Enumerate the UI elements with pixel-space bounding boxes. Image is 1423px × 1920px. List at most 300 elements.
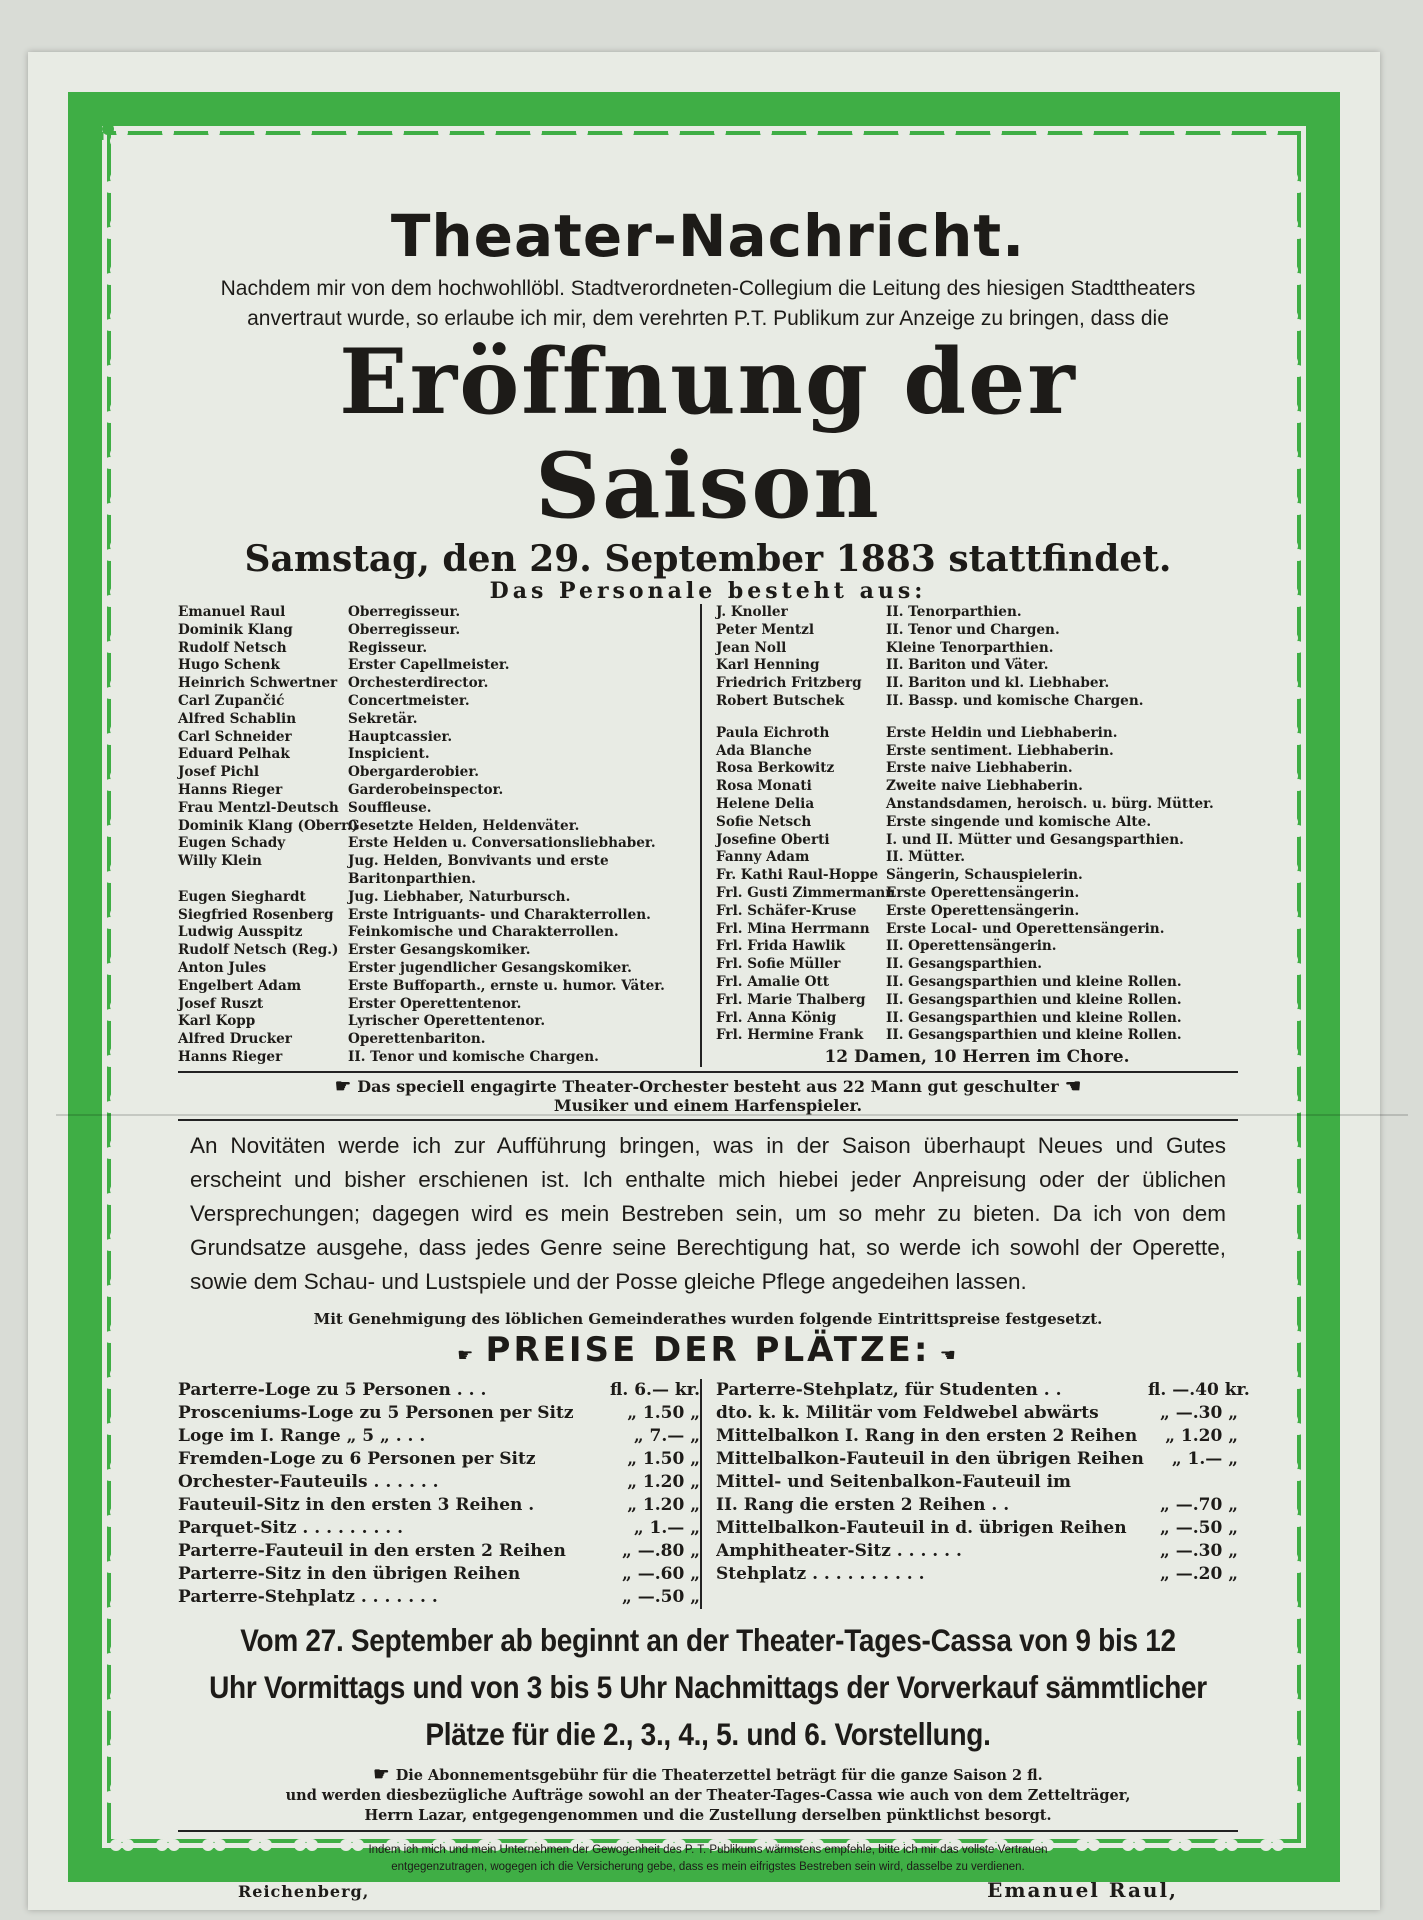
cast-row — [716, 956, 1238, 974]
cast-row — [716, 849, 1238, 867]
clover-ornament-icon — [1260, 126, 1284, 147]
cast-role: Erste Heldin und Liebhaberin. — [886, 724, 1118, 741]
cast-row — [178, 907, 700, 925]
cast-row — [716, 675, 1238, 693]
cast-row — [716, 1027, 1238, 1045]
cast-role: II. Mütter. — [886, 849, 965, 866]
cast-role: II. Tenor und Chargen. — [886, 621, 1060, 638]
clover-ornament-icon — [386, 126, 410, 147]
cast-men-list — [716, 604, 1238, 711]
clover-ornament-icon — [104, 494, 128, 515]
cast-role: Jug. Liebhaber, Naturbursch. — [348, 888, 571, 905]
cast-row — [178, 942, 700, 960]
cast-role: Garderobeinspector. — [348, 781, 504, 798]
clover-ornament-icon — [110, 1830, 134, 1851]
cast-role: Erster Capellmeister. — [348, 657, 510, 674]
cast-row — [178, 604, 700, 622]
cast-list — [178, 604, 1238, 1067]
clover-ornament-icon — [1280, 1736, 1304, 1757]
pointing-hand-icon: ☛ — [457, 1345, 486, 1367]
price-row — [716, 1563, 1238, 1586]
clover-ornament-icon — [1280, 1644, 1304, 1665]
clover-ornament-icon — [1260, 1830, 1284, 1851]
clover-ornament-icon — [524, 126, 548, 147]
cast-role: Gesetzte Helden, Heldenväter. — [348, 817, 580, 834]
cast-row — [178, 924, 700, 942]
price-row — [178, 1448, 700, 1471]
signature: Emanuel Raul, — [987, 1878, 1178, 1903]
cast-name: Frl. Frida Hawlik — [716, 938, 846, 955]
cast-name: Carl Zupančić — [178, 692, 285, 709]
cast-name: Fr. Kathi Raul-Hoppe — [716, 867, 879, 884]
cast-row — [178, 746, 700, 764]
clover-ornament-icon — [202, 126, 226, 147]
cast-name: Josefine Oberti — [716, 831, 830, 848]
clover-ornament-icon — [1280, 1460, 1304, 1481]
price-row — [716, 1379, 1250, 1402]
price-label: Mittelbalkon I. Rang in den ersten 2 Reihen — [716, 1426, 1138, 1447]
price-label: Parquet-Sitz . . . . . . . . . — [178, 1518, 404, 1539]
closing-text: Indem ich mich und mein Unternehmen der Gewogenheit des P. T. Publikums wärmstens empfehle, bitte ich mir das vollste Vertrauen entgegenzutragen, wogegen ich die Versicherung gebe, dass es mein eifrigstes Bestreben sein wird, dasselbe zu verdienen. — [368, 1844, 1048, 1874]
cast-row — [716, 640, 1238, 658]
personale-title: Das Personale besteht aus: — [489, 578, 927, 604]
clover-ornament-icon — [478, 126, 502, 147]
price-row — [178, 1563, 700, 1586]
cast-row — [178, 835, 700, 853]
cast-row — [178, 978, 700, 996]
poster-paper — [28, 52, 1380, 1910]
clover-ornament-icon — [1280, 1690, 1304, 1711]
cast-row — [716, 1010, 1238, 1028]
clover-ornament-icon — [1280, 356, 1304, 377]
clover-ornament-icon — [1280, 264, 1304, 285]
vorverkauf-text: Vom 27. September ab beginnt an der Theater-Tages-Cassa von 9 bis 12 Uhr Vormittags und von 3 bis 5 Uhr Nachmittags der Vorverkauf sämmtlicher Plätze für die 2., 3., 4., 5. und 6. Vorstellung. — [209, 1623, 1207, 1752]
cast-row — [716, 885, 1238, 903]
cast-name: Rudolf Netsch — [178, 639, 287, 656]
price-label: Parterre-Fauteuil in den ersten 2 Reihen — [178, 1541, 566, 1562]
cast-name: Josef Ruszt — [178, 995, 264, 1012]
price-row — [716, 1425, 1238, 1448]
cast-role: II. Gesangsparthien. — [886, 956, 1043, 973]
cast-row — [178, 871, 700, 889]
cast-row — [178, 657, 700, 675]
clover-ornament-icon — [104, 908, 128, 929]
cast-name: Engelbert Adam — [178, 977, 302, 994]
price-label: dto. k. k. Militär vom Feldwebel abwärts — [716, 1403, 1099, 1424]
price-row — [178, 1402, 700, 1425]
cast-women-list — [716, 725, 1238, 1045]
cast-role: Lyrischer Operettentenor. — [348, 1013, 546, 1030]
price-value: „ —.50 „ — [1160, 1518, 1238, 1539]
price-row — [178, 1540, 700, 1563]
cast-name: Helene Delia — [716, 795, 815, 812]
clover-ornament-icon — [104, 1230, 128, 1251]
cast-name: Heinrich Schwertner — [178, 675, 338, 692]
cast-name: Dominik Klang (Oberr.) — [178, 817, 359, 834]
orchestra-note: ☛ Das speciell engagirte Theater-Orchester besteht aus 22 Mann gut geschulter ☚ Musiker und einem Harfenspieler. — [334, 1076, 1082, 1116]
cast-row — [716, 693, 1238, 711]
cast-name: Alfred Schablin — [178, 710, 297, 727]
clover-ornament-icon — [754, 126, 778, 147]
clover-ornament-icon — [1280, 724, 1304, 745]
divider — [178, 1119, 1238, 1121]
clover-ornament-icon — [104, 1736, 128, 1757]
clover-ornament-icon — [1280, 494, 1304, 515]
cast-role: Anstandsdamen, heroisch. u. bürg. Mütter. — [886, 795, 1214, 812]
cast-row — [716, 725, 1238, 743]
cast-name — [178, 871, 348, 889]
cast-row — [178, 853, 700, 871]
price-value: „ 1.50 „ — [627, 1449, 700, 1470]
cast-name: Ada Blanche — [716, 742, 812, 759]
cast-name: Dominik Klang — [178, 621, 293, 638]
clover-ornament-icon — [1280, 586, 1304, 607]
clover-ornament-icon — [104, 586, 128, 607]
clover-ornament-icon — [104, 1368, 128, 1389]
price-label: Loge im I. Range „ 5 „ . . . — [178, 1426, 426, 1447]
cast-name: Willy Klein — [178, 853, 262, 870]
clover-ornament-icon — [104, 310, 128, 331]
cast-name: Karl Kopp — [178, 1013, 256, 1030]
clover-ornament-icon — [1280, 1184, 1304, 1205]
clover-ornament-icon — [104, 1414, 128, 1435]
price-row — [716, 1471, 1238, 1494]
clover-ornament-icon — [104, 218, 128, 239]
abonnement-note: ☛ Die Abonnementsgebühr für die Theaterzettel beträgt für die ganze Saison 2 fl. und werden diesbezügliche Aufträge sowohl an der Theater-Tages-Cassa wie auch von dem Zettelträger, Herrn Lazar, entgegengenommen und die Zustellung derselben pünktlichst besorgt. — [285, 1764, 1131, 1825]
cast-role: Erste Buffoparth., ernste u. humor. Väter. — [348, 977, 665, 994]
cast-role: II. Gesangsparthien und kleine Rollen. — [886, 991, 1182, 1008]
price-value — [1148, 1471, 1238, 1494]
cast-row — [716, 832, 1238, 850]
clover-ornament-icon — [1280, 1000, 1304, 1021]
cast-left-column — [178, 604, 700, 1067]
pointing-hand-icon: ☚ — [930, 1345, 959, 1367]
price-label: Parterre-Sitz in den übrigen Reihen — [178, 1564, 521, 1585]
clover-ornament-icon — [104, 954, 128, 975]
cast-row — [716, 992, 1238, 1010]
price-label: Mittelbalkon-Fauteuil in d. übrigen Reihen — [716, 1518, 1127, 1539]
cast-role: Erste sentiment. Liebhaberin. — [886, 742, 1114, 759]
clover-ornament-icon — [1280, 1782, 1304, 1803]
preise-title: ☛ PREISE DER PLÄTZE: ☚ — [457, 1330, 959, 1371]
clover-ornament-icon — [1280, 1414, 1304, 1435]
cast-row — [178, 622, 700, 640]
cast-name: Frl. Mina Herrmann — [716, 920, 870, 937]
cast-name: Josef Pichl — [178, 764, 260, 781]
clover-ornament-icon — [104, 264, 128, 285]
signature-line — [178, 1878, 1238, 1902]
cast-name: Friedrich Fritzberg — [716, 675, 862, 692]
cast-role: II. Gesangsparthien und kleine Rollen. — [886, 973, 1182, 990]
prices-right-column — [700, 1379, 1250, 1609]
cast-role: II. Bassp. und komische Chargen. — [886, 692, 1144, 709]
clover-ornament-icon — [248, 126, 272, 147]
cast-role: Oberregisseur. — [348, 604, 461, 620]
cast-name: Peter Mentzl — [716, 621, 815, 638]
cast-row — [178, 800, 700, 818]
cast-row — [716, 974, 1238, 992]
price-row — [178, 1471, 700, 1494]
cast-row — [178, 889, 700, 907]
cast-row — [716, 604, 1238, 622]
cast-role: Erste Operettensängerin. — [886, 902, 1080, 919]
clover-ornament-icon — [1280, 678, 1304, 699]
cast-role: Souffleuse. — [348, 799, 432, 816]
cast-role: Inspicient. — [348, 746, 430, 763]
price-row — [178, 1586, 700, 1609]
cast-name: Fanny Adam — [716, 849, 810, 866]
cast-name: Eugen Sieghardt — [178, 888, 306, 905]
cast-name: Paula Eichroth — [716, 724, 830, 741]
pointing-hand-icon: ☛ — [334, 1076, 358, 1098]
prices-left-column — [178, 1379, 700, 1609]
novitaeten-paragraph: An Novitäten werde ich zur Aufführung bringen, was in der Saison überhaupt Neues und Gutes erscheint und bisher erschienen ist. Ich enthalte mich hiebei jeder Anpreisung oder der üblichen Versprechungen; dagegen wird es mein Bestreben sein, um so mehr zu bieten. Da ich von dem Grundsatze ausgehe, dass jedes Genre seine Berechtigung hat, so werde ich sowohl der Operette, sowie dem Schau- und Lustspiele und der Posse gleiche Pflege angedeihen lassen. — [190, 1133, 1226, 1295]
price-label: II. Rang die ersten 2 Reihen . . — [716, 1495, 1010, 1516]
clover-ornament-icon — [1280, 540, 1304, 561]
poster-title: Theater-Nachricht. — [390, 202, 1026, 270]
price-label: Prosceniums-Loge zu 5 Personen per Sitz — [178, 1403, 574, 1424]
clover-ornament-icon — [104, 1138, 128, 1159]
price-value: „ —.20 „ — [1160, 1564, 1238, 1585]
cast-name: Siegfried Rosenberg — [178, 906, 334, 923]
pointing-hand-icon: ☛ — [373, 1764, 396, 1786]
clover-ornament-icon — [1280, 1598, 1304, 1619]
cast-row — [178, 1049, 700, 1067]
cast-name: Robert Butschek — [716, 692, 845, 709]
price-label: Stehplatz . . . . . . . . . . — [716, 1564, 925, 1585]
cast-name: Hugo Schenk — [178, 657, 280, 674]
price-row — [178, 1517, 700, 1540]
clover-ornament-icon — [1168, 126, 1192, 147]
clover-ornament-icon — [104, 1000, 128, 1021]
price-value: „ 1.20 „ — [627, 1495, 700, 1516]
cast-role: Orchesterdirector. — [348, 675, 489, 692]
clover-ornament-icon — [104, 1092, 128, 1113]
divider — [178, 1071, 1238, 1073]
clover-ornament-icon — [104, 1552, 128, 1573]
cast-name: Rudolf Netsch (Reg.) — [178, 942, 339, 959]
price-value: „ 1.20 „ — [627, 1472, 700, 1493]
date-line: Samstag, den 29. September 1883 stattfindet. — [244, 538, 1172, 580]
cast-role: II. Tenor und komische Chargen. — [348, 1048, 599, 1065]
cast-row — [716, 657, 1238, 675]
clover-ornament-icon — [104, 770, 128, 791]
cast-row — [716, 867, 1238, 885]
headline: Eröffnung der Saison — [339, 329, 1077, 539]
clover-ornament-icon — [104, 862, 128, 883]
cast-role: Sängerin, Schauspielerin. — [886, 867, 1083, 884]
cast-role: Concertmeister. — [348, 692, 470, 709]
clover-ornament-icon — [1280, 1230, 1304, 1251]
cast-role: Erster Gesangskomiker. — [348, 942, 531, 959]
price-row — [716, 1517, 1238, 1540]
clover-ornament-icon — [104, 1276, 128, 1297]
clover-ornament-icon — [104, 1506, 128, 1527]
clover-ornament-icon — [1280, 448, 1304, 469]
clover-ornament-icon — [432, 126, 456, 147]
clover-ornament-icon — [662, 126, 686, 147]
cast-role: Feinkomische und Charakterrollen. — [348, 924, 619, 941]
cast-role: Erste Intriguants- und Charakterrollen. — [348, 906, 651, 923]
cast-row — [178, 675, 700, 693]
clover-ornament-icon — [1280, 1046, 1304, 1067]
price-row — [716, 1494, 1238, 1517]
cast-row — [716, 622, 1238, 640]
cast-right-column — [700, 604, 1238, 1067]
cast-role: II. Gesangsparthien und kleine Rollen. — [886, 1027, 1182, 1044]
cast-role: Regisseur. — [348, 639, 428, 656]
price-label: Fremden-Loge zu 6 Personen per Sitz — [178, 1449, 536, 1470]
price-value: „ —.30 „ — [1160, 1541, 1238, 1562]
clover-ornament-icon — [846, 126, 870, 147]
price-value: „ —.80 „ — [622, 1541, 700, 1562]
price-value: „ —.30 „ — [1160, 1403, 1238, 1424]
clover-ornament-icon — [938, 126, 962, 147]
cast-name: Jean Noll — [716, 639, 787, 656]
price-value: „ 7.— „ — [633, 1426, 700, 1447]
clover-ornament-icon — [1280, 1368, 1304, 1389]
poster-content — [178, 202, 1250, 1903]
pointing-hand-icon: ☚ — [1058, 1076, 1082, 1098]
cast-role: Erste singende und komische Alte. — [886, 813, 1152, 830]
clover-ornament-icon — [156, 1830, 180, 1851]
cast-row — [178, 640, 700, 658]
cast-name: Hanns Rieger — [178, 1048, 283, 1065]
cast-role: II. Gesangsparthien und kleine Rollen. — [886, 1009, 1182, 1026]
price-label: Parterre-Stehplatz, für Studenten . . — [716, 1380, 1062, 1401]
clover-ornament-icon — [1122, 126, 1146, 147]
clover-ornament-icon — [1280, 1276, 1304, 1297]
cast-name: Sofie Netsch — [716, 813, 812, 830]
price-value: fl. 6.— kr. — [610, 1380, 700, 1401]
cast-role: Erster Operettentenor. — [348, 995, 522, 1012]
cast-row — [178, 996, 700, 1014]
clover-ornament-icon — [1076, 126, 1100, 147]
price-value: „ 1.50 „ — [627, 1403, 700, 1424]
clover-ornament-icon — [104, 678, 128, 699]
cast-row — [716, 796, 1238, 814]
cast-row — [716, 814, 1238, 832]
clover-ornament-icon — [104, 402, 128, 423]
cast-name: Ludwig Ausspitz — [178, 924, 303, 941]
clover-ornament-icon — [1030, 126, 1054, 147]
cast-row — [178, 818, 700, 836]
price-value: „ —.50 „ — [622, 1587, 700, 1608]
cast-row — [716, 760, 1238, 778]
clover-ornament-icon — [1280, 1138, 1304, 1159]
cast-name: Karl Henning — [716, 657, 820, 674]
cast-name: J. Knoller — [716, 604, 788, 620]
cast-row — [716, 903, 1238, 921]
cast-row — [178, 764, 700, 782]
intro-line-2: anvertraut wurde, so erlaube ich mir, dem verehrten P.T. Publikum zur Anzeige zu bringen, dass die — [247, 307, 1169, 330]
cast-row — [716, 938, 1238, 956]
price-label: Parterre-Stehplatz . . . . . . . — [178, 1587, 438, 1608]
cast-role: Operettenbariton. — [348, 1031, 486, 1048]
cast-role: II. Bariton und kl. Liebhaber. — [886, 675, 1110, 692]
price-value: „ —.70 „ — [1160, 1495, 1238, 1516]
divider — [178, 1830, 1238, 1832]
clover-ornament-icon — [1214, 126, 1238, 147]
price-label: Mittel- und Seitenbalkon-Fauteuil im — [716, 1472, 1072, 1493]
clover-ornament-icon — [104, 540, 128, 561]
cast-name: Frl. Hermine Frank — [716, 1027, 864, 1044]
cast-role: Jug. Helden, Bonvivants und erste — [348, 853, 609, 870]
price-table — [178, 1379, 1250, 1609]
clover-ornament-icon — [104, 1184, 128, 1205]
clover-ornament-icon — [104, 632, 128, 653]
cast-name: Frl. Gusti Zimmermann — [716, 884, 896, 901]
price-row — [716, 1540, 1238, 1563]
cast-row — [716, 921, 1238, 939]
clover-ornament-icon — [1280, 310, 1304, 331]
cast-role: Erster jugendlicher Gesangskomiker. — [348, 959, 632, 976]
clover-ornament-icon — [1280, 172, 1304, 193]
clover-ornament-icon — [1280, 1092, 1304, 1113]
clover-ornament-icon — [1280, 1322, 1304, 1343]
clover-ornament-icon — [104, 172, 128, 193]
price-label: Fauteuil-Sitz in den ersten 3 Reihen . — [178, 1495, 535, 1516]
clover-ornament-icon — [104, 448, 128, 469]
cast-name: Emanuel Raul — [178, 604, 286, 620]
clover-ornament-icon — [708, 126, 732, 147]
price-label: Amphitheater-Sitz . . . . . . — [716, 1541, 962, 1562]
clover-ornament-icon — [104, 1644, 128, 1665]
clover-ornament-icon — [104, 1782, 128, 1803]
cast-role: II. Bariton und Väter. — [886, 657, 1049, 674]
cast-role: Sekretär. — [348, 710, 418, 727]
cast-row — [178, 729, 700, 747]
clover-ornament-icon — [104, 1322, 128, 1343]
clover-ornament-icon — [104, 356, 128, 377]
price-label: Mittelbalkon-Fauteuil in den übrigen Reihen — [716, 1449, 1144, 1470]
clover-ornament-icon — [1280, 770, 1304, 791]
chore-line: 12 Damen, 10 Herren im Chore. — [824, 1047, 1130, 1068]
cast-role: Baritonparthien. — [348, 870, 476, 887]
cast-name: Rosa Berkowitz — [716, 760, 835, 777]
price-row — [716, 1402, 1238, 1425]
price-label: Parterre-Loge zu 5 Personen . . . — [178, 1380, 487, 1401]
cast-role: II. Operettensängerin. — [886, 938, 1057, 955]
cast-name: Rosa Monati — [716, 778, 812, 795]
cast-name: Alfred Drucker — [178, 1031, 292, 1048]
cast-name: Hanns Rieger — [178, 781, 283, 798]
cast-row — [178, 711, 700, 729]
cast-name: Frau Mentzl-Deutsch — [178, 799, 339, 816]
cast-row — [178, 1013, 700, 1031]
cast-name: Eduard Pelhak — [178, 746, 290, 763]
clover-ornament-icon — [1280, 632, 1304, 653]
cast-role: Oberregisseur. — [348, 621, 461, 638]
price-row — [178, 1494, 700, 1517]
price-value: „ 1.— „ — [633, 1518, 700, 1539]
price-value: „ 1.20 „ — [1165, 1426, 1238, 1447]
cast-name: Frl. Sofie Müller — [716, 956, 841, 973]
cast-row — [178, 782, 700, 800]
cast-role: Zweite naive Liebhaberin. — [886, 778, 1083, 795]
cast-name: Frl. Anna König — [716, 1009, 837, 1026]
cast-row — [178, 693, 700, 711]
clover-ornament-icon — [892, 126, 916, 147]
city: Reichenberg, — [238, 1882, 370, 1902]
clover-ornament-icon — [104, 1598, 128, 1619]
clover-ornament-icon — [104, 1460, 128, 1481]
price-value: „ 1.— „ — [1171, 1449, 1238, 1470]
cast-role: Obergarderobier. — [348, 764, 479, 781]
cast-role: Erste naive Liebhaberin. — [886, 760, 1073, 777]
intro-text — [178, 274, 1238, 334]
clover-ornament-icon — [616, 126, 640, 147]
